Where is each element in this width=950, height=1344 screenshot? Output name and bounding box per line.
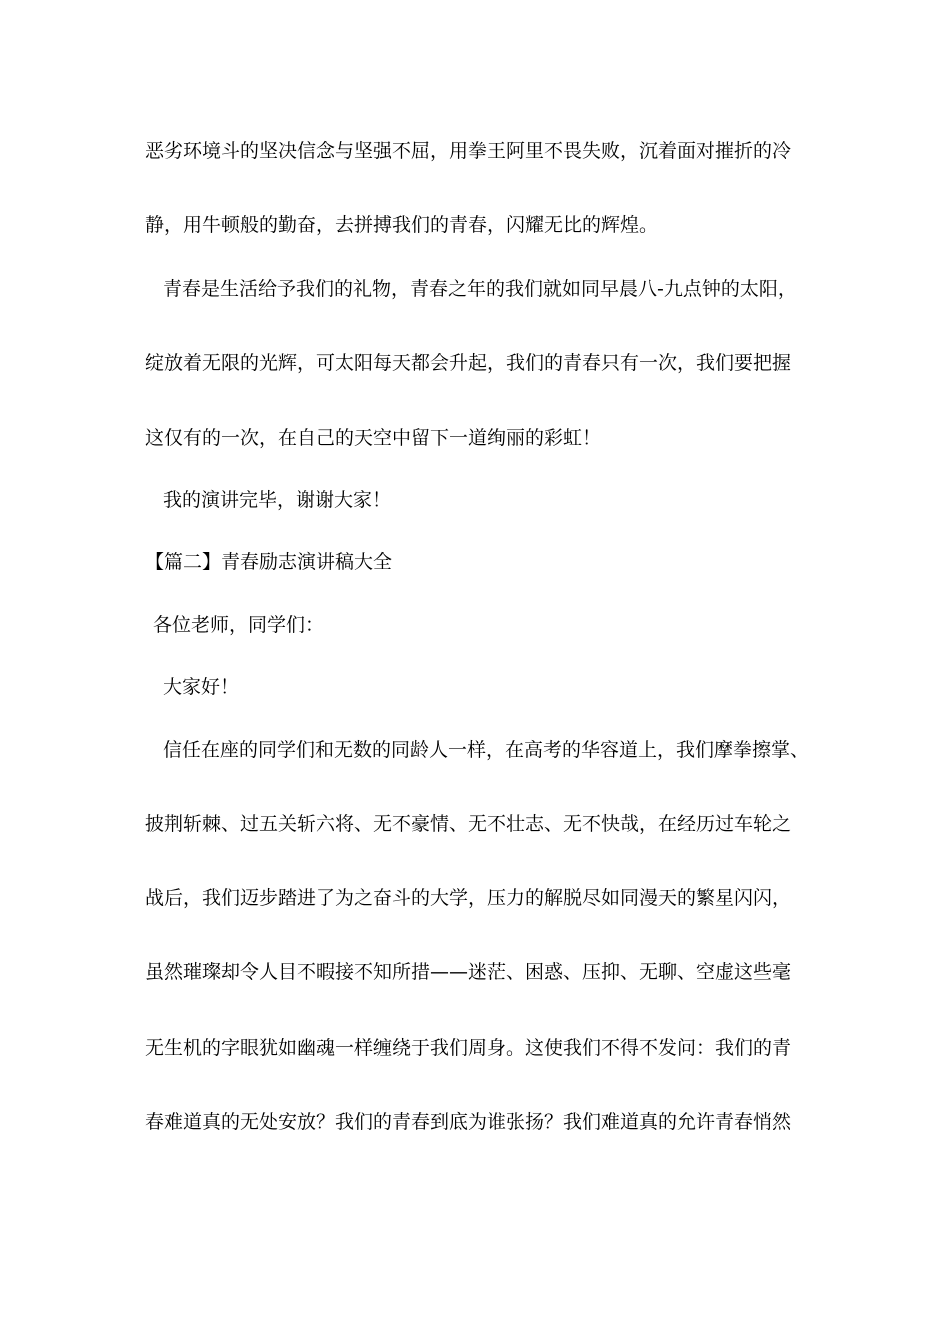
greeting: 大家好！ bbox=[163, 676, 240, 698]
paragraph-line: 青春是生活给予我们的礼物，青春之年的我们就如同早晨八-九点钟的太阳， bbox=[163, 278, 797, 300]
paragraph-line: 静，用牛顿般的勤奋，去拼搏我们的青春，闪耀无比的辉煌。 bbox=[145, 214, 659, 236]
paragraph-line: 披荆斩棘、过五关斩六将、无不豪情、无不壮志、无不快哉，在经历过车轮之 bbox=[145, 813, 792, 835]
paragraph-line: 绽放着无限的光辉，可太阳每天都会升起，我们的青春只有一次，我们要把握 bbox=[145, 352, 792, 374]
section-heading: 【篇二】青春励志演讲稿大全 bbox=[145, 551, 393, 573]
paragraph-line: 无生机的字眼犹如幽魂一样缠绕于我们周身。这使我们不得不发问：我们的青 bbox=[145, 1037, 792, 1059]
salutation: 各位老师，同学们： bbox=[153, 614, 325, 636]
paragraph-line: 我的演讲完毕，谢谢大家！ bbox=[163, 489, 392, 511]
paragraph-line: 这仅有的一次，在自己的天空中留下一道绚丽的彩虹！ bbox=[145, 427, 602, 449]
paragraph-line: 春难道真的无处安放？我们的青春到底为谁张扬？我们难道真的允许青春悄然 bbox=[145, 1111, 792, 1133]
paragraph-line: 恶劣环境斗的坚决信念与坚强不屈，用拳王阿里不畏失败，沉着面对摧折的冷 bbox=[145, 140, 792, 162]
paragraph-line: 战后，我们迈步踏进了为之奋斗的大学，压力的解脱尽如同漫天的繁星闪闪， bbox=[145, 887, 792, 909]
paragraph-line: 信任在座的同学们和无数的同龄人一样，在高考的华容道上，我们摩拳擦掌、 bbox=[163, 739, 810, 761]
paragraph-line: 虽然璀璨却令人目不暇接不知所措——迷茫、困惑、压抑、无聊、空虚这些毫 bbox=[145, 961, 792, 983]
